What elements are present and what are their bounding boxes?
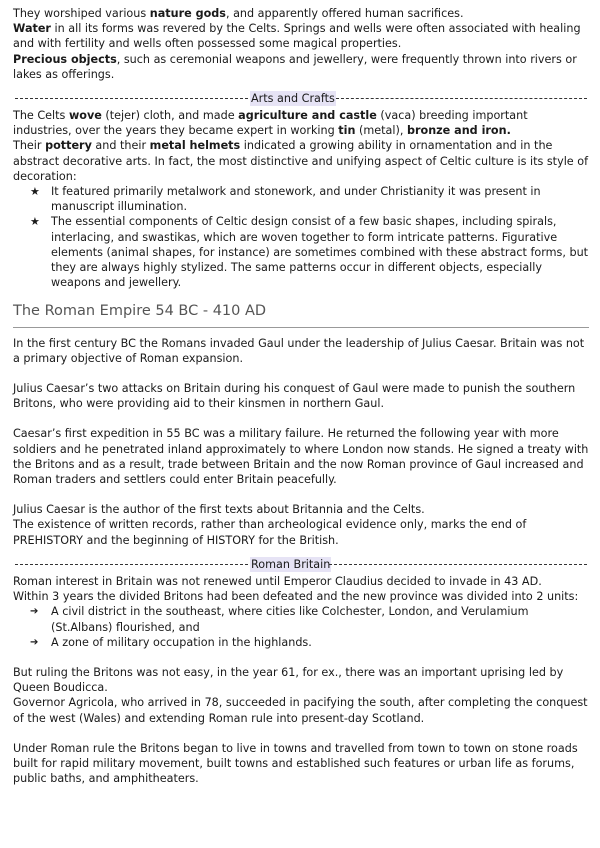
caesar-attacks-paragraph: Julius Caesar’s two attacks on Britain during his conquest of Gaul were made to punish the southern Britons, who were providing aid to their kinsmen in northern Gaul. — [13, 382, 576, 411]
roman-invasion-paragraph: In the first century BC the Romans invaded Gaul under the leadership of Julius Caesar. Britain was not a primary objective of Roman expansion. — [13, 336, 585, 365]
water-paragraph: Water in all its forms was revered by the Celts. Springs and wells were often associated with healing and with fertility and wells often possessed some magical properties. — [13, 22, 581, 51]
roman-empire-heading: The Roman Empire 54 BC - 410 AD — [13, 304, 589, 327]
written-records-paragraph: The existence of written records, rather than archeological evidence only, marks the end of PREHISTORY and the beginning of HISTORY for the British. — [13, 518, 527, 547]
caesar-author-line: Julius Caesar is the author of the first texts about Britannia and the Celts. — [13, 503, 425, 517]
list-item: ➔ A civil district in the southeast, where cities like Colchester, London, and Verulamium (St.Albans) flourished, and — [51, 604, 589, 634]
agricola-paragraph: Governor Agricola, who arrived in 78, succeeded in pacifying the south, after completing the conquest of the west (Wales) and extending Roman rule into present-day Scotland. — [13, 696, 588, 725]
celtic-style-list — [13, 184, 589, 290]
gods-paragraph: They worshiped various nature gods, and apparently offered human sacrifices. — [13, 7, 464, 20]
province-division-paragraph: Within 3 years the divided Britons had been defeated and the new province was divided into 2 units: — [13, 590, 579, 604]
celts-weaving-paragraph: The Celts wove (tejer) cloth, and made agriculture and castle (vaca) breeding important industries, over the years they became expert in working tin (metal), bronze and iron. — [13, 109, 528, 138]
arts-and-crafts-separator — [13, 91, 589, 106]
roman-britain-separator — [13, 557, 589, 572]
list-item: ★ It featured primarily metalwork and stonework, and under Christianity it was present in manuscript illumination. — [51, 184, 589, 214]
precious-objects-paragraph: Precious objects, such as ceremonial weapons and jewellery, were frequently thrown into rivers or lakes as offerings. — [13, 52, 577, 81]
boudicca-paragraph: But ruling the Britons was not easy, in the year 61, for ex., there was an important uprising led by Queen Boudicca. — [13, 665, 564, 695]
roman-towns-paragraph: Under Roman rule the Britons began to live in towns and travelled from town to town on stone roads built for rapid military movement, built towns and established such features or urban life as forums, public baths, and amphitheaters. — [13, 741, 578, 786]
roman-britain-heading: Roman Britain — [251, 557, 331, 571]
claudius-paragraph: Roman interest in Britain was not renewed until Emperor Claudius decided to invade in 43 AD. — [13, 574, 542, 588]
province-units-list — [13, 604, 589, 650]
list-item: ➔ A zone of military occupation in the highlands. — [51, 635, 589, 650]
list-item: ★ The essential components of Celtic design consist of a few basic shapes, including spirals, interlacing, and swastikas, which are woven together to form intricate patterns. Figurative elements (animal shapes, for instance) are sometimes combined with these abstract forms, but they are always highly stylized. The same patterns occur in different objects, especially weapons and jewellery. — [51, 214, 589, 290]
arts-and-crafts-heading: Arts and Crafts — [251, 92, 335, 106]
first-expedition-paragraph: Caesar’s first expedition in 55 BC was a military failure. He returned the following year with more soldiers and he penetrated inland approximately to where London now stands. He signed a treaty with the Britons and as a result, trade between Britain and the now Roman province of Gaul increased and Roman traders and settlers could enter Britain peacefully. — [13, 427, 589, 487]
pottery-paragraph: Their pottery and their metal helmets indicated a growing ability in ornamentation and in the abstract decorative arts. In fact, the most distinctive and unifying aspect of Celtic culture is its style of decoration: — [13, 139, 589, 183]
